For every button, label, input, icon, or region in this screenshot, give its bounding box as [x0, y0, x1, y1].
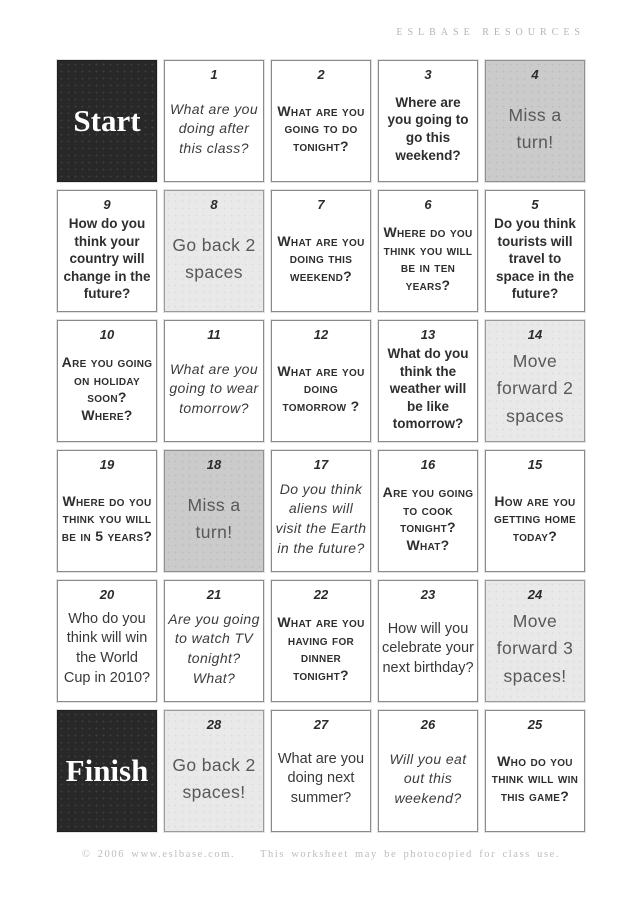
board-corner-start: [57, 60, 157, 182]
cell-number: 18: [206, 457, 222, 472]
board-cell-13: [378, 320, 478, 442]
cell-number: 3: [424, 67, 432, 82]
cell-question: How do you think your country will change in the future?: [63, 216, 151, 302]
cell-number: 21: [206, 587, 222, 602]
cell-question: Who do you think will win the World Cup in 2010?: [63, 610, 151, 686]
board-cell-6: [378, 190, 478, 312]
cell-question: What are you doing next summer?: [277, 750, 365, 806]
cell-number: 20: [99, 587, 115, 602]
cell-number: 2: [317, 67, 325, 82]
cell-question: What are you having for dinner tonight?: [277, 614, 365, 683]
cell-question: Move forward 2 spaces: [496, 351, 574, 426]
board-cell-8: [164, 190, 264, 312]
board-cell-21: [164, 580, 264, 702]
board-cell-1: [164, 60, 264, 182]
cell-number: 12: [313, 327, 329, 342]
cell-number: 17: [313, 457, 329, 472]
board-cell-16: [378, 450, 478, 572]
cell-number: 24: [527, 587, 543, 602]
board-cell-19: [57, 450, 157, 572]
cell-question: Where do you think you will be in 5 years?: [61, 492, 153, 544]
cell-question: Go back 2 spaces!: [172, 754, 256, 802]
cell-number: 25: [527, 717, 543, 732]
board-cell-20: [57, 580, 157, 702]
cell-number: 14: [527, 327, 543, 342]
board-corner-finish: [57, 710, 157, 832]
board-cell-17: [271, 450, 371, 572]
board-cell-11: [164, 320, 264, 442]
cell-question: Will you eat out this weekend?: [389, 750, 467, 806]
cell-question: Miss a turn!: [187, 494, 241, 542]
cell-question: What are you doing after this class?: [169, 100, 259, 156]
cell-question: How are you getting home today?: [494, 492, 576, 544]
cell-number: 19: [99, 457, 115, 472]
cell-number: 5: [531, 197, 539, 212]
board-cell-14: [485, 320, 585, 442]
cell-number: 15: [527, 457, 543, 472]
cell-question: Where do you think you will be in ten years?: [383, 224, 473, 293]
board-cell-24: [485, 580, 585, 702]
game-board: [57, 60, 585, 832]
cell-number: 6: [424, 197, 432, 212]
board-cell-15: [485, 450, 585, 572]
cell-question: What are you doing this weekend?: [277, 232, 365, 284]
corner-label: Start: [73, 102, 141, 138]
board-cell-22: [271, 580, 371, 702]
cell-question: Move forward 3 spaces!: [496, 611, 574, 686]
board-cell-12: [271, 320, 371, 442]
board-cell-2: [271, 60, 371, 182]
cell-number: 27: [313, 717, 329, 732]
board-cell-26: [378, 710, 478, 832]
board-cell-7: [271, 190, 371, 312]
cell-question: What are you doing tomorrow ?: [277, 362, 365, 414]
board-cell-25: [485, 710, 585, 832]
cell-question: Miss a turn!: [508, 104, 562, 152]
cell-number: 23: [420, 587, 436, 602]
cell-question: Go back 2 spaces: [172, 234, 256, 282]
board-cell-4: [485, 60, 585, 182]
cell-question: How will you celebrate your next birthday?: [382, 620, 474, 676]
cell-question: What do you think the weather will be like tomorrow?: [387, 346, 469, 432]
cell-number: 28: [206, 717, 222, 732]
cell-question: What are you going to do tonight?: [277, 102, 365, 154]
cell-number: 7: [317, 197, 325, 212]
board-cell-23: [378, 580, 478, 702]
cell-number: 10: [99, 327, 115, 342]
board-cell-27: [271, 710, 371, 832]
cell-question: What are you going to wear tomorrow?: [169, 360, 259, 416]
cell-number: 22: [313, 587, 329, 602]
cell-number: 4: [531, 67, 539, 82]
cell-question: Do you think aliens will visit the Earth in the future?: [275, 480, 367, 556]
board-cell-18: [164, 450, 264, 572]
copyright-footer: © 2006 www.eslbase.com. This worksheet may be photocopied for class use.: [81, 849, 561, 860]
cell-number: 13: [420, 327, 436, 342]
board-cell-10: [57, 320, 157, 442]
cell-number: 1: [210, 67, 218, 82]
cell-question: Are you going to watch TV tonight? What?: [168, 610, 260, 686]
board-cell-3: [378, 60, 478, 182]
board-cell-9: [57, 190, 157, 312]
cell-question: Who do you think will win this game?: [491, 752, 579, 804]
cell-question: Are you going to cook tonight? What?: [382, 484, 474, 553]
cell-number: 9: [103, 197, 111, 212]
cell-question: Are you going on holiday soon? Where?: [61, 354, 153, 423]
cell-number: 8: [210, 197, 218, 212]
cell-question: Do you think tourists will travel to space in the future?: [494, 216, 576, 302]
cell-number: 26: [420, 717, 436, 732]
brand-header: ESLBASE RESOURCES: [396, 27, 585, 38]
cell-question: Where are you going to go this weekend?: [387, 94, 469, 163]
corner-label: Finish: [65, 752, 149, 788]
cell-number: 16: [420, 457, 436, 472]
cell-number: 11: [207, 327, 221, 342]
board-cell-5: [485, 190, 585, 312]
board-cell-28: [164, 710, 264, 832]
